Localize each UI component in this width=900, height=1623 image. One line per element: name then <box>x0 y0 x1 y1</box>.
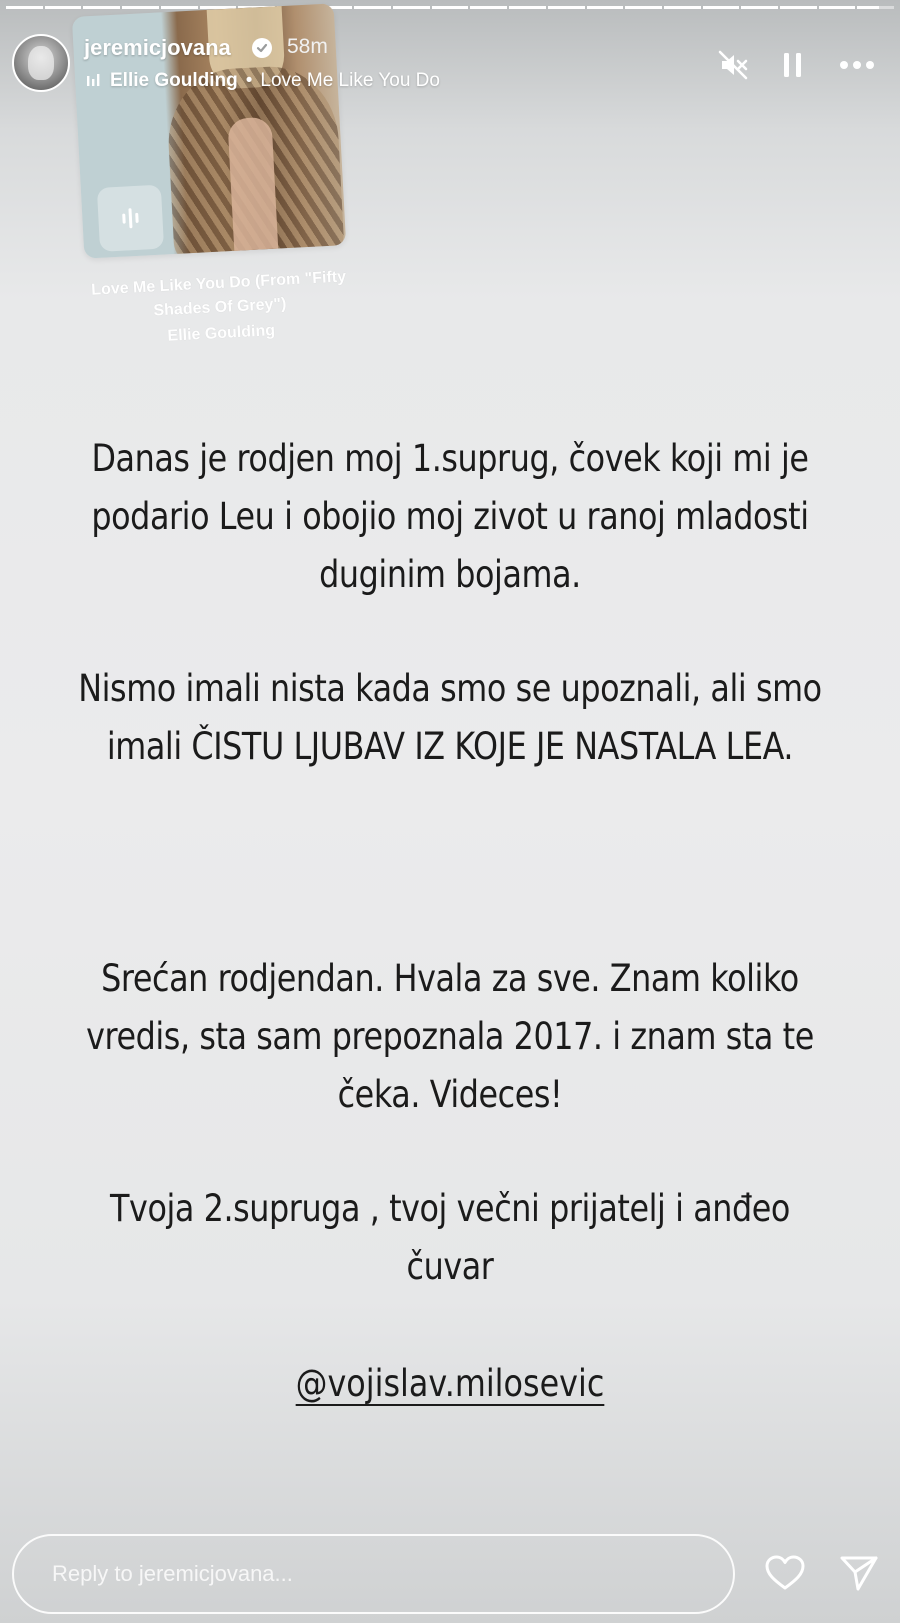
album-art-figure <box>227 117 278 259</box>
progress-segment <box>161 6 198 9</box>
story-text-paragraph-1: Danas je rodjen moj 1.suprug, čovek koji mi je podario Leu i obojio moj zivot u ranoj mladosti duginim bojama. <box>91 437 809 596</box>
story-text-paragraph-2: Nismo imali nista kada smo se upoznali, ali smo imali ČISTU LJUBAV IZ KOJE JE NASTALA LEA. <box>78 667 822 768</box>
progress-segment <box>122 6 159 9</box>
send-icon[interactable] <box>836 1550 882 1596</box>
user-mention-link[interactable]: @vojislav.milosevic <box>295 1362 605 1405</box>
music-song: Love Me Like You Do <box>260 70 440 91</box>
sticker-song-title: Love Me Like You Do (From "Fifty Shades Of Grey") <box>90 268 347 320</box>
more-options-icon[interactable] <box>838 46 876 84</box>
progress-segment <box>548 6 585 9</box>
progress-segment <box>819 6 856 9</box>
progress-segment <box>470 6 507 9</box>
progress-segment <box>625 6 662 9</box>
avatar[interactable] <box>12 34 70 92</box>
heart-icon[interactable] <box>762 1550 808 1596</box>
lion-icon <box>28 46 54 80</box>
verified-badge-icon <box>252 38 272 58</box>
music-attribution[interactable] <box>86 70 440 92</box>
progress-segment <box>45 6 82 9</box>
audio-wave-icon[interactable] <box>97 185 164 252</box>
story-text-paragraph-3: Srećan rodjendan. Hvala za sve. Znam koliko vredis, sta sam prepoznala 2017. i znam sta te čeka. Videces! <box>86 957 814 1116</box>
progress-segment <box>780 6 817 9</box>
music-separator: • <box>245 70 253 91</box>
music-sticker-caption <box>78 265 361 354</box>
story-text-paragraph-4: Tvoja 2.supruga , tvoj večni prijatelj i anđeo čuvar <box>110 1187 790 1288</box>
story-timestamp: 58m <box>287 35 328 58</box>
progress-segment <box>354 6 391 9</box>
music-artist: Ellie Goulding <box>110 70 238 91</box>
progress-segment <box>393 6 430 9</box>
progress-segment <box>6 6 43 9</box>
progress-segment <box>703 6 740 9</box>
story-progress-bar <box>6 6 894 9</box>
progress-segment <box>509 6 546 9</box>
speaker-muted-icon[interactable] <box>714 46 752 84</box>
reply-input[interactable] <box>12 1534 735 1614</box>
progress-segment <box>83 6 120 9</box>
story-footer <box>0 1532 900 1622</box>
pause-icon[interactable] <box>774 46 812 84</box>
music-bars-icon <box>86 73 102 89</box>
story-username[interactable]: jeremicjovana <box>84 35 231 60</box>
progress-segment <box>857 6 894 9</box>
progress-segment <box>664 6 701 9</box>
progress-segment <box>741 6 778 9</box>
story-header <box>0 18 900 108</box>
progress-segment <box>432 6 469 9</box>
progress-segment <box>587 6 624 9</box>
sticker-artist-name: Ellie Goulding <box>167 322 276 345</box>
